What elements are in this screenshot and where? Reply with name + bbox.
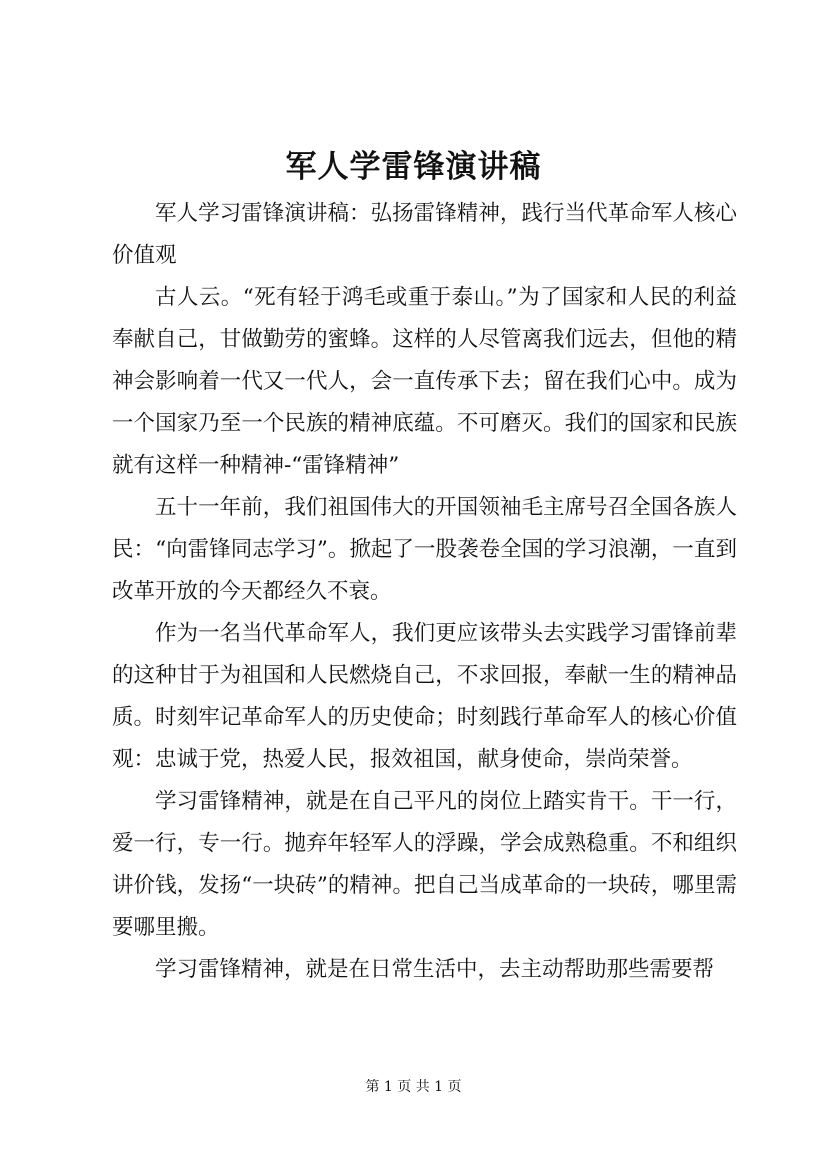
paragraph: 五十一年前，我们祖国伟大的开国领袖毛主席号召全国各族人民：“向雷锋同志学习”。掀起了一股袭卷全国的学习浪潮，一直到改革开放的今天都经久不衰。 xyxy=(112,495,737,604)
paragraph: 作为一名当代革命军人，我们更应该带头去实践学习雷锋前辈的这种甘于为祖国和人民燃烧自己，不求回报，奉献一生的精神品质。时刻牢记革命军人的历史使命；时刻践行革命军人的核心价值观：忠诚于党，热爱人民，报效祖国，献身使命，崇尚荣誉。 xyxy=(112,621,737,772)
document-title: 军人学雷锋演讲稿 xyxy=(285,149,542,185)
paragraph: 古人云。“死有轻于鸿毛或重于泰山。”为了国家和人民的利益奉献自己，甘做勤劳的蜜蜂。这样的人尽管离我们远去，但他的精神会影响着一代又一代人，会一直传承下去；留在我们心中。成为一个国家乃至一个民族的精神底蕴。不可磨灭。我们的国家和民族就有这样一种精神-“雷锋精神” xyxy=(112,285,737,478)
paragraph-subtitle: 军人学习雷锋演讲稿：弘扬雷锋精神，践行当代革命军人核心价值观 xyxy=(112,201,737,268)
paragraph: 学习雷锋精神，就是在自己平凡的岗位上踏实肯干。干一行，爱一行，专一行。抛弃年轻军人的浮躁，学会成熟稳重。不和组织讲价钱，发扬“一块砖”的精神。把自己当成革命的一块砖，哪里需要哪里搬。 xyxy=(112,789,737,940)
paragraph: 学习雷锋精神，就是在日常生活中，去主动帮助那些需要帮 xyxy=(155,957,715,982)
document-body xyxy=(112,193,737,991)
page-footer: 第 1 页 共 1 页 xyxy=(365,1079,462,1095)
